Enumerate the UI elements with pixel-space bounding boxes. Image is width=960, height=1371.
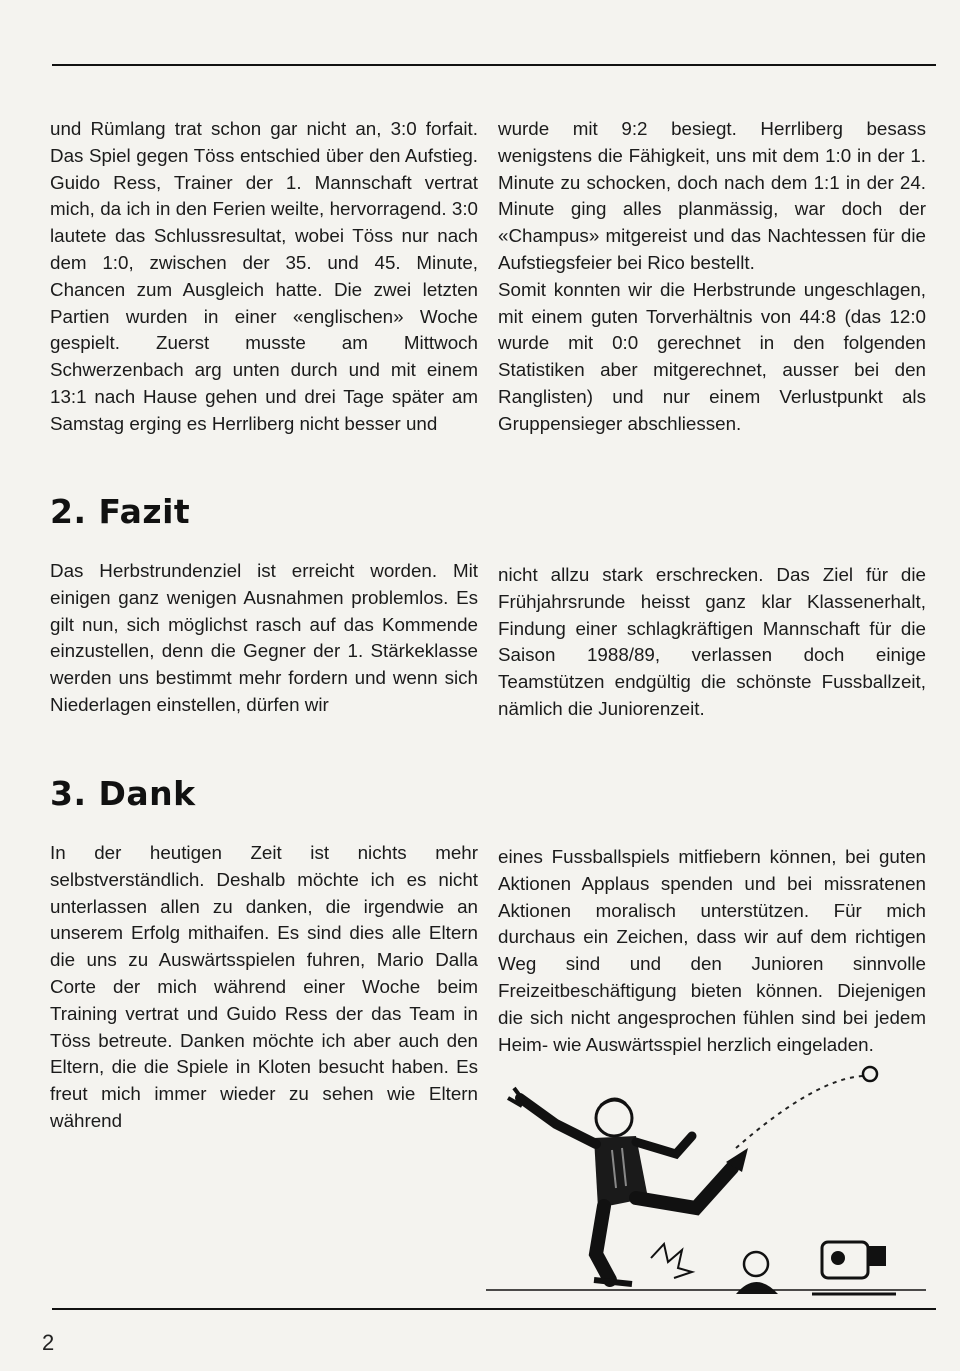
top-rule [52, 64, 936, 66]
dank-left-paragraph: In der heutigen Zeit ist nichts mehr selbstverständlich. Deshalb möchte ich es nicht unterlassen allen zu danken, die irgendwie an unserem Erfolg mithaifen. Es sind dies alle Eltern die uns zu Auswärtsspielen fuhren, Mario Dalla Corte der mich während einer Woche beim Training vertrat und Guido Ress der das Team in Töss betreute. Danken möchte ich aber auch den Eltern, die die Spiele in Kloten besucht haben. Es freut mich immer wieder zu sehen wie Eltern während [50, 842, 478, 1131]
fazit-right-column [498, 562, 926, 723]
section1-right-column [498, 116, 926, 438]
dank-left-column [50, 840, 478, 1135]
section1-left-column [50, 116, 478, 438]
bottom-rule [52, 1308, 936, 1310]
dank-right-column [498, 844, 926, 1058]
section1-right-paragraph-1: wurde mit 9:2 besiegt. Herrliberg besass wenigstens die Fähigkeit, uns mit dem 1:0 in der 1. Minute zu schocken, doch nach dem 1:1 in der 24. Minute ging alles planmässig, war doch der «Champus» mitgereist und das Nachtessen für die Aufstiegsfeier bei Rico bestellt. [498, 118, 926, 273]
dank-right-paragraph: eines Fussballspiels mitfiebern können, bei guten Aktionen Applaus spenden und bei missratenen Aktionen moralisch unterstützen. Für mich durchaus ein Zeichen, dass wir auf dem richtigen Weg sind und den Junioren sinnvolle Freizeitbeschäftigung bieten können. Diejenigen die sich nicht angesprochen fühlen sind bei jedem Heim- wie Auswärtsspiel herzlich eingeladen. [498, 846, 926, 1055]
section1-right-paragraph-2: Somit konnten wir die Herbstrunde ungeschlagen, mit einem guten Torverhältnis von 44:8 (das 12:0 wurde mit 0:0 gerechnet in den folgenden Statistiken aber mitgerechnet, ausser bei den Ranglisten) und nur einem Verlustpunkt als Gruppensieger abschliessen. [498, 278, 926, 434]
football-player-illustration [486, 1058, 926, 1298]
fazit-left-column [50, 558, 478, 719]
fazit-heading: 2. Fazit [50, 492, 191, 531]
fazit-right-paragraph: nicht allzu stark erschrecken. Das Ziel für die Frühjahrsrunde heisst ganz klar Klassenerhalt, Findung einer schlagkräftigen Mannschaft für die Saison 1988/89, verlassen doch einige Teamstützen endgültig die schönste Fussballzeit, nämlich die Juniorenzeit. [498, 564, 926, 719]
page-number: 2 [42, 1330, 55, 1355]
dank-heading: 3. Dank [50, 774, 196, 813]
section1-left-paragraph: und Rümlang trat schon gar nicht an, 3:0 forfait. Das Spiel gegen Töss entschied über den Aufstieg. Guido Ress, Trainer der 1. Mannschaft vertrat mich, da ich in den Ferien weilte, hervorragend. 3:0 lautete das Schlussresultat, wobei Töss nur nach dem 1:0, zwischen der 35. und 45. Minute, Chancen zum Ausgleich hatte. Die zwei letzten Partien wurden in einer «englischen» Woche gespielt. Zuerst musste am Mittwoch Schwerzenbach arg unten durch und mit einem 13:1 nach Hause gehen und drei Tage später am Samstag erging es Herrliberg nicht besser und [50, 118, 478, 434]
fazit-left-paragraph: Das Herbstrundenziel ist erreicht worden. Mit einigen ganz wenigen Ausnahmen problemlos. Es gilt nun, sich möglichst rasch auf das Kommende einzustellen, denn die Gegner der 1. Stärkeklasse werden uns bestimmt mehr fordern und wenn sich Niederlagen einstellen, dürfen wir [50, 560, 478, 715]
ball-icon [863, 1067, 877, 1081]
